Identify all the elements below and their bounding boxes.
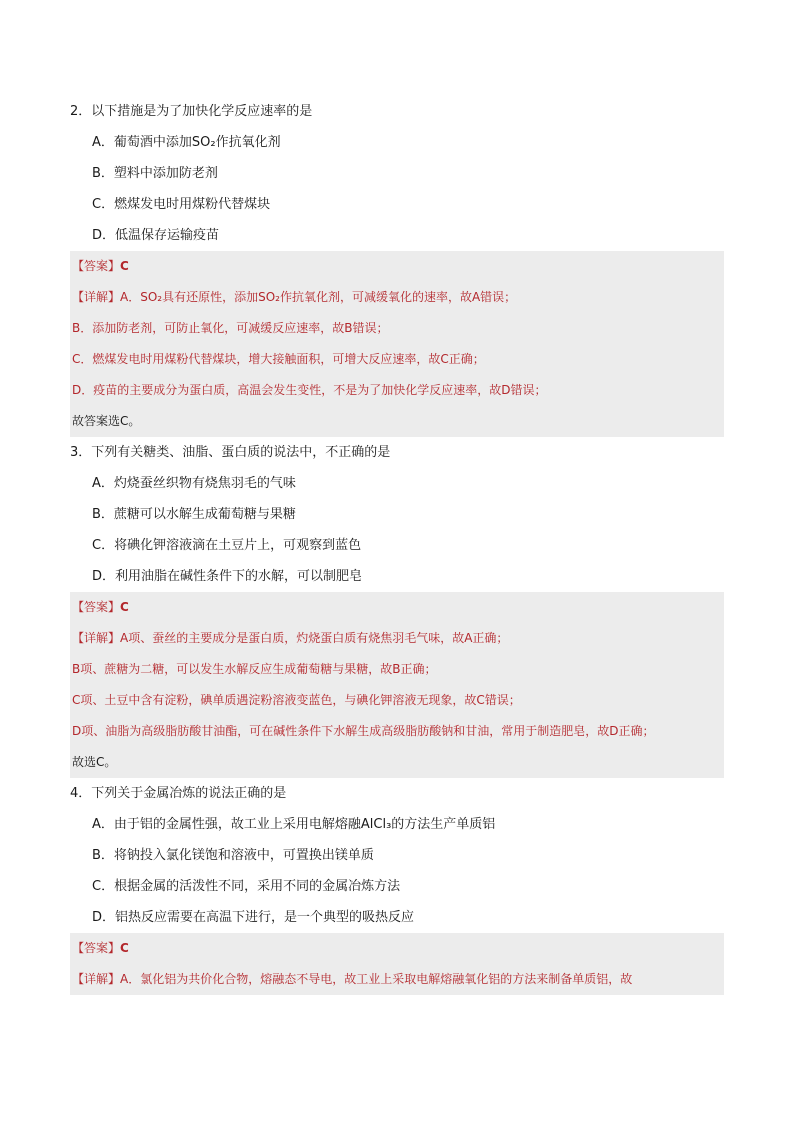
option-a: A．灼烧蚕丝织物有烧焦羽毛的气味 xyxy=(92,476,296,491)
option-b: B．蔗糖可以水解生成葡萄糖与果糖 xyxy=(92,507,296,522)
detail-line xyxy=(72,282,724,313)
detail-line: B．添加防老剂，可防止氧化，可减缓反应速率，故B错误； xyxy=(72,321,389,335)
question-stem: 3．下列有关糖类、油脂、蛋白质的说法中，不正确的是 xyxy=(70,445,391,460)
answer-tag: 【答案】 xyxy=(72,259,121,273)
detail-text: A．SO₂具有还原性，添加SO₂作抗氧化剂，可减缓氧化的速率，故A错误； xyxy=(120,290,517,304)
detail-line xyxy=(72,623,724,654)
answer-box xyxy=(70,251,724,437)
answer-line xyxy=(72,251,724,282)
question-2 xyxy=(70,96,724,437)
detail-line: D．疫苗的主要成分为蛋白质，高温会发生变性，不是为了加快化学反应速率，故D错误； xyxy=(72,383,547,397)
option-d: D．低温保存运输疫苗 xyxy=(92,228,220,243)
answer-box xyxy=(70,933,724,995)
detail-line: C．燃煤发电时用煤粉代替煤块，增大接触面积，可增大反应速率，故C正确； xyxy=(72,352,485,366)
option-d: D．利用油脂在碱性条件下的水解，可以制肥皂 xyxy=(92,569,363,584)
question-list xyxy=(70,96,724,995)
answer-line xyxy=(72,933,724,964)
option-b: B．将钠投入氯化镁饱和溶液中，可置换出镁单质 xyxy=(92,848,374,863)
detail-conclusion: 故选C。 xyxy=(72,755,117,769)
question-stem: 4．下列关于金属冶炼的说法正确的是 xyxy=(70,786,287,801)
option-a: A．由于铝的金属性强，故工业上采用电解熔融AlCl₃的方法生产单质铝 xyxy=(92,817,496,832)
option-c: C．将碘化钾溶液滴在土豆片上，可观察到蓝色 xyxy=(92,538,362,553)
detail-line: B项、蔗糖为二糖，可以发生水解反应生成葡萄糖与果糖，故B正确； xyxy=(72,662,437,676)
option-b: B．塑料中添加防老剂 xyxy=(92,166,218,181)
detail-line: D项、油脂为高级脂肪酸甘油酯，可在碱性条件下水解生成高级脂肪酸钠和甘油，常用于制造肥皂，故D正确； xyxy=(72,724,655,738)
option-a: A．葡萄酒中添加SO₂作抗氧化剂 xyxy=(92,135,281,150)
detail-conclusion: 故答案选C。 xyxy=(72,414,141,428)
option-c: C．燃煤发电时用煤粉代替煤块 xyxy=(92,197,271,212)
detail-tag: 【详解】 xyxy=(72,972,121,986)
detail-text: A项、蚕丝的主要成分是蛋白质，灼烧蛋白质有烧焦羽毛气味，故A正确； xyxy=(120,631,509,645)
detail-tag: 【详解】 xyxy=(72,631,121,645)
option-c: C．根据金属的活泼性不同，采用不同的金属冶炼方法 xyxy=(92,879,401,894)
detail-line xyxy=(72,964,724,995)
answer-value: C xyxy=(120,600,129,614)
question-stem: 2．以下措施是为了加快化学反应速率的是 xyxy=(70,104,313,119)
option-d: D．铝热反应需要在高温下进行，是一个典型的吸热反应 xyxy=(92,910,415,925)
detail-tag: 【详解】 xyxy=(72,290,121,304)
answer-tag: 【答案】 xyxy=(72,600,121,614)
answer-tag: 【答案】 xyxy=(72,941,121,955)
answer-box xyxy=(70,592,724,778)
answer-value: C xyxy=(120,259,129,273)
answer-value: C xyxy=(120,941,129,955)
answer-line xyxy=(72,592,724,623)
question-3 xyxy=(70,437,724,778)
detail-line: C项、土豆中含有淀粉，碘单质遇淀粉溶液变蓝色，与碘化钾溶液无现象，故C错误； xyxy=(72,693,521,707)
detail-text: A．氯化铝为共价化合物，熔融态不导电，故工业上采取电解熔融氧化铝的方法来制备单质铝，故 xyxy=(120,972,633,986)
question-4 xyxy=(70,778,724,995)
